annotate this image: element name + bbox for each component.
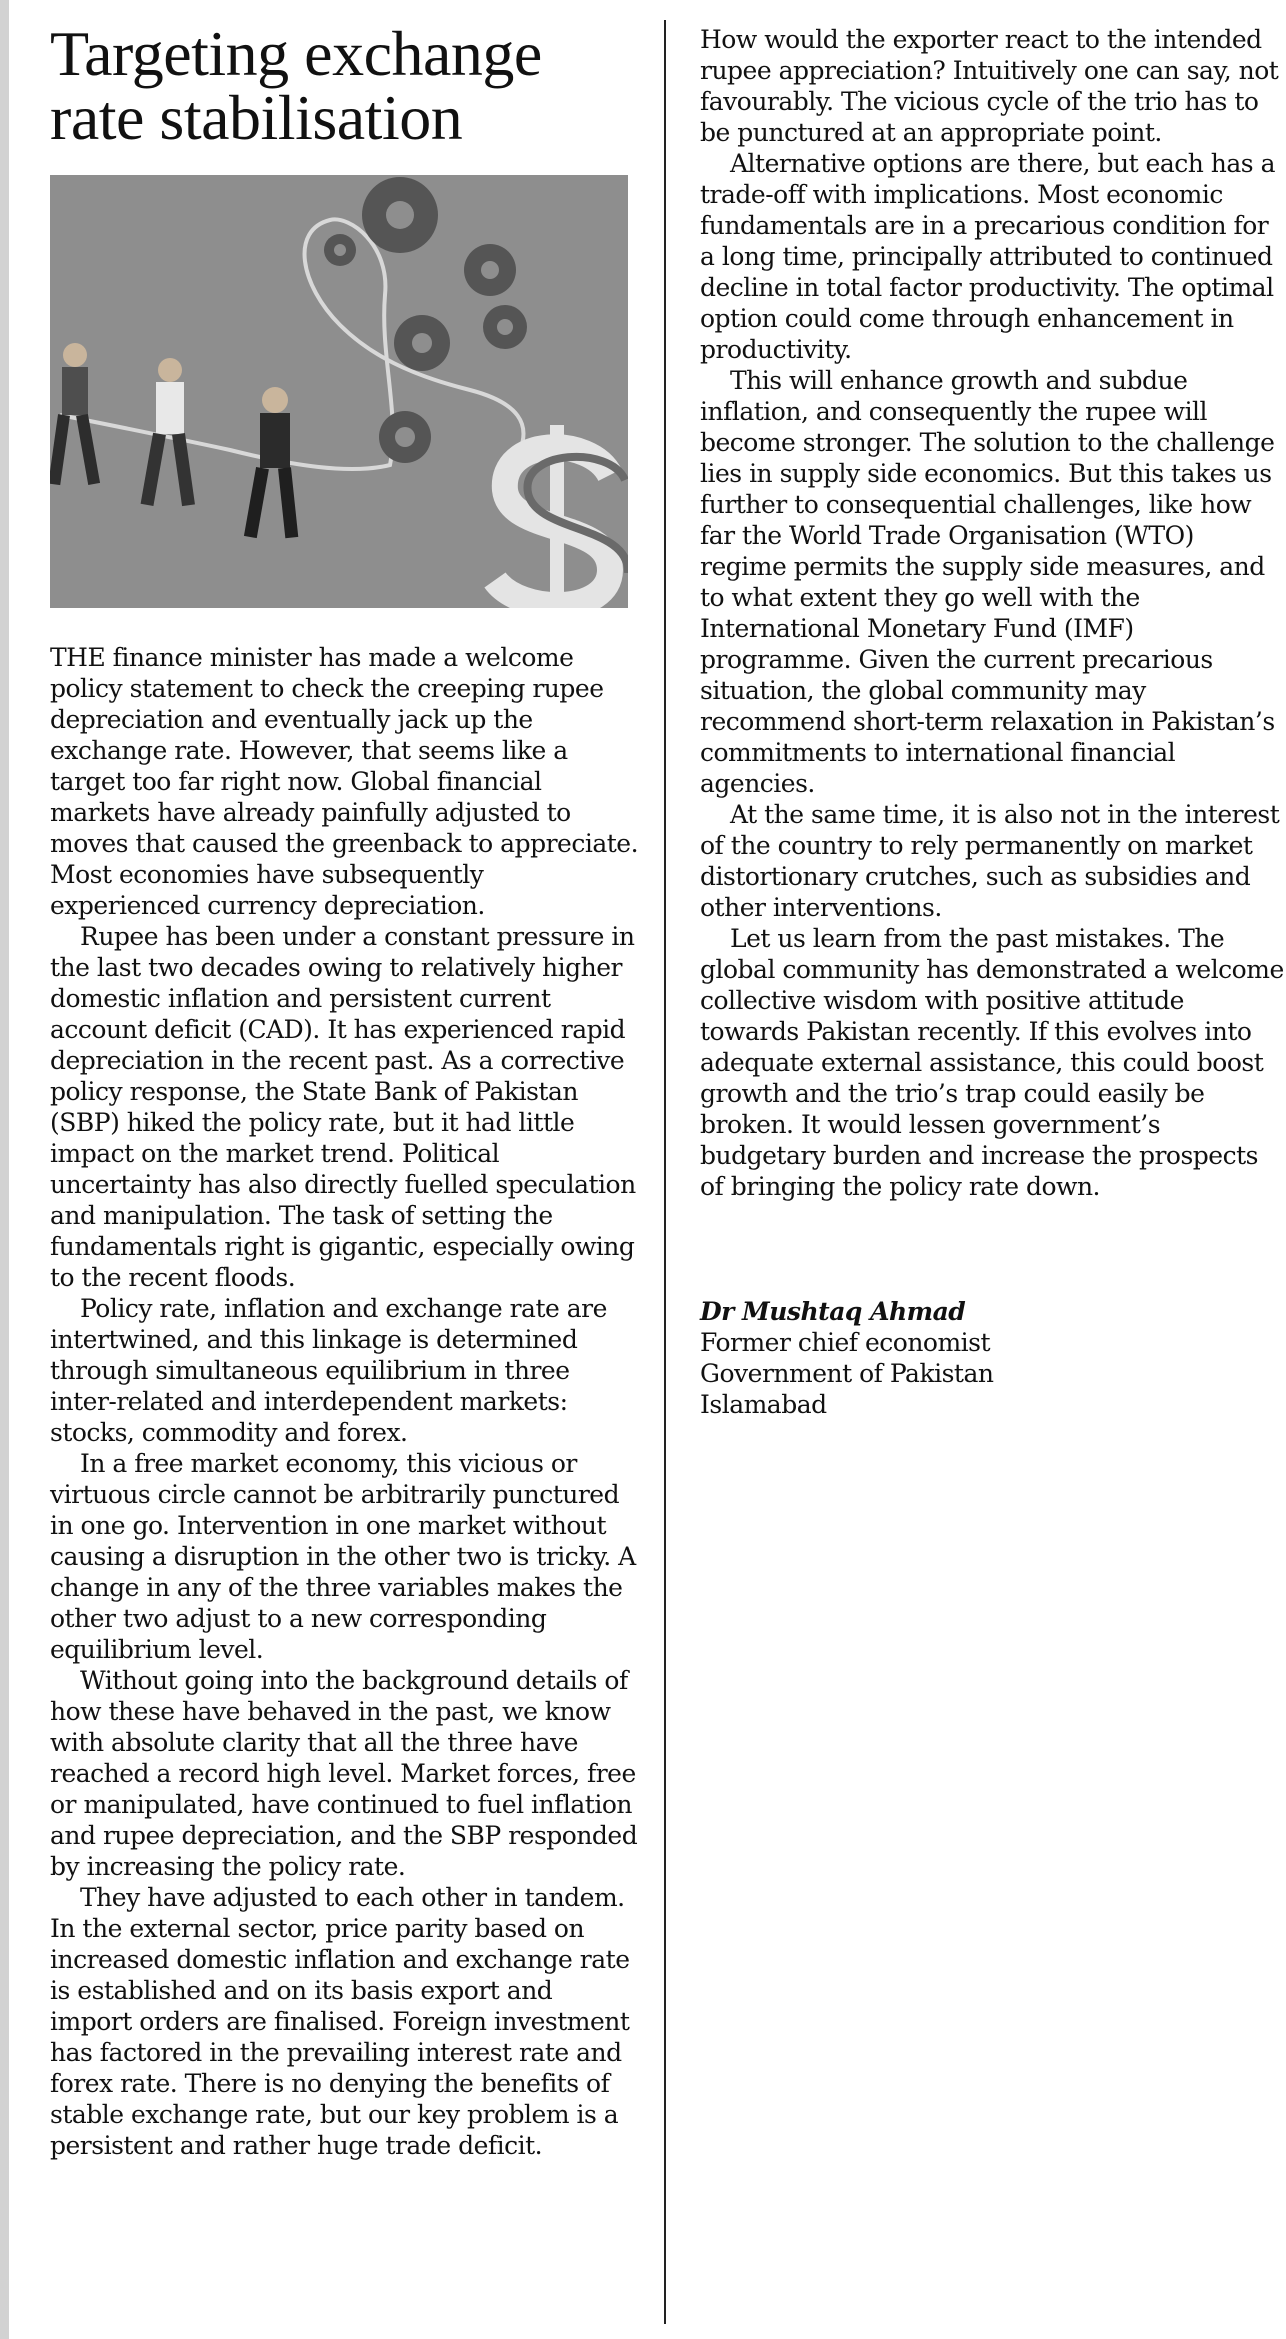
author-signature — [700, 1296, 1286, 1420]
paragraph: THE finance minister has made a welcome policy statement to check the creeping rupee depreciation and eventually jack up the exchange rate. However, that seems like a target too far right now. Global financial markets have already painfully adjusted to moves that caused the greenback to appreciate. Most economies have subsequently experienced currency depreciation. — [50, 643, 639, 920]
author-organisation: Government of Pakistan — [700, 1359, 994, 1388]
author-title: Former chief economist — [700, 1328, 991, 1357]
author-name: Dr Mushtaq Ahmad — [700, 1297, 966, 1326]
article-illustration — [50, 175, 628, 608]
paragraph: Let us learn from the past mistakes. The global community has demonstrated a welcome collective wisdom with positive attitude towards Pakistan recently. If this evolves into adequate external assistance, this could boost growth and the trio’s trap could easily be broken. It would lessen government’s budgetary burden and increase the prospects of bringing the policy rate down. — [700, 924, 1284, 1201]
paragraph: At the same time, it is also not in the interest of the country to rely permanently on market distortionary crutches, such as subsidies and other interventions. — [700, 800, 1280, 922]
paragraph: How would the exporter react to the intended rupee appreciation? Intuitively one can say, not favourably. The vicious cycle of the trio has to be punctured at an appropriate point. — [700, 25, 1279, 147]
paragraph: Alternative options are there, but each has a trade-off with implications. Most economic fundamentals are in a precarious condition for a long time, principally attributed to continued decline in total factor productivity. The optimal option could come through enhancement in productivity. — [700, 149, 1275, 364]
page-edge-bar — [0, 0, 9, 2339]
article-body-left — [50, 642, 640, 2161]
paragraph: They have adjusted to each other in tandem. In the external sector, price parity based on increased domestic inflation and exchange rate is established and on its basis export and import orders are finalised. Foreign investment has factored in the prevailing interest rate and forex rate. There is no denying the benefits of stable exchange rate, but our key problem is a persistent and rather huge trade deficit. — [50, 1883, 630, 2160]
paragraph: Rupee has been under a constant pressure in the last two decades owing to relatively higher domestic inflation and persistent current account deficit (CAD). It has experienced rapid depreciation in the recent past. As a corrective policy response, the State Bank of Pakistan (SBP) hiked the policy rate, but it had little impact on the market trend. Political uncertainty has also directly fuelled speculation and manipulation. The task of setting the fundamentals right is gigantic, especially owing to the recent floods. — [50, 922, 636, 1292]
article-headline: Targeting exchange rate stabilisation — [50, 18, 542, 153]
paragraph: Policy rate, inflation and exchange rate are intertwined, and this linkage is determined through simultaneous equilibrium in three inter-related and interdependent markets: stocks, commodity and forex. — [50, 1294, 607, 1447]
paragraph: Without going into the background details of how these have behaved in the past, we know with absolute clarity that all the three have reached a record high level. Market forces, free or manipulated, have continued to fuel inflation and rupee depreciation, and the SBP responded by increasing the policy rate. — [50, 1666, 638, 1881]
paragraph: This will enhance growth and subdue inflation, and consequently the rupee will become stronger. The solution to the challenge lies in supply side economics. But this takes us further to consequential challenges, like how far the World Trade Organisation (WTO) regime permits the supply side measures, and to what extent they go well with the International Monetary Fund (IMF) programme. Given the current precarious situation, the global community may recommend short-term relaxation in Pakistan’s commitments to international financial agencies. — [700, 366, 1275, 798]
paragraph: In a free market economy, this vicious or virtuous circle cannot be arbitrarily punctured in one go. Intervention in one market without causing a disruption in the other two is tricky. A change in any of the three variables makes the other two adjust to a new corresponding equilibrium level. — [50, 1449, 636, 1664]
column-divider — [664, 20, 666, 2324]
article-body-right — [700, 24, 1286, 1202]
author-city: Islamabad — [700, 1390, 827, 1419]
